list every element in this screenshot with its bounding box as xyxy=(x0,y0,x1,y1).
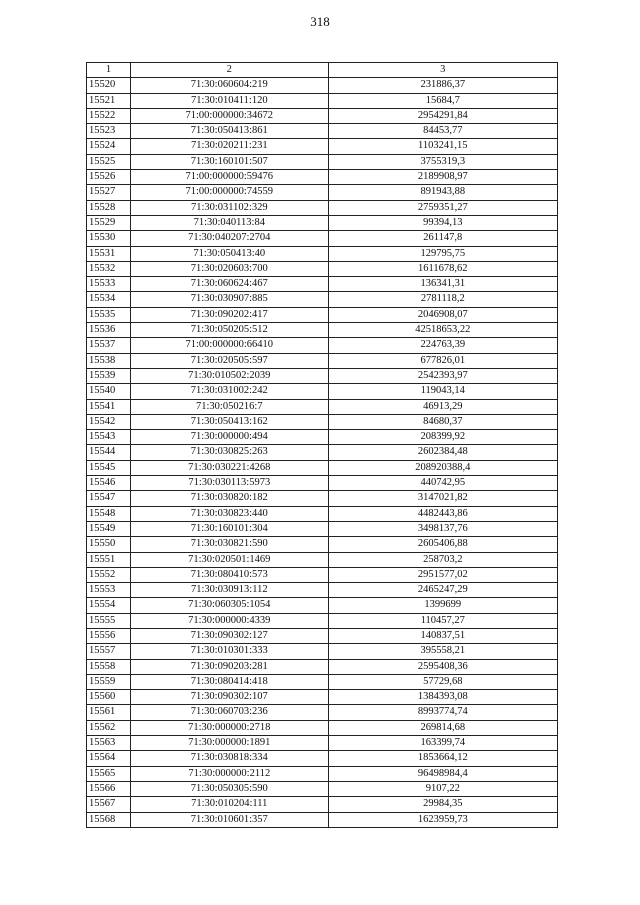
table-row xyxy=(87,445,558,460)
row-number: 15560 xyxy=(87,690,131,705)
cadastral-number: 71:00:000000:34672 xyxy=(130,108,328,123)
table-row xyxy=(87,323,558,338)
cadastral-number: 71:30:160101:304 xyxy=(130,521,328,536)
cadastral-number: 71:30:020501:1469 xyxy=(130,552,328,567)
cadastral-number: 71:30:060604:219 xyxy=(130,78,328,93)
cadastral-value: 891943,88 xyxy=(328,185,557,200)
table-row xyxy=(87,170,558,185)
cadastral-value: 2542393,97 xyxy=(328,368,557,383)
cadastral-value: 2465247,29 xyxy=(328,583,557,598)
table-row xyxy=(87,476,558,491)
table-row xyxy=(87,506,558,521)
table-row xyxy=(87,399,558,414)
row-number: 15547 xyxy=(87,491,131,506)
cadastral-number: 71:30:020505:597 xyxy=(130,353,328,368)
cadastral-value: 2951577,02 xyxy=(328,567,557,582)
table-row xyxy=(87,491,558,506)
cadastral-value: 9107,22 xyxy=(328,781,557,796)
cadastral-value: 224763,39 xyxy=(328,338,557,353)
cadastral-value: 1611678,62 xyxy=(328,261,557,276)
cadastral-number: 71:00:000000:66410 xyxy=(130,338,328,353)
cadastral-value: 2781118,2 xyxy=(328,292,557,307)
cadastral-value: 57729,68 xyxy=(328,674,557,689)
table-row xyxy=(87,521,558,536)
cadastral-number: 71:30:010601:357 xyxy=(130,812,328,827)
cadastral-value: 208399,92 xyxy=(328,430,557,445)
cadastral-value: 96498984,4 xyxy=(328,766,557,781)
table-row xyxy=(87,430,558,445)
cadastral-number: 71:30:010502:2039 xyxy=(130,368,328,383)
cadastral-number: 71:30:040207:2704 xyxy=(130,231,328,246)
row-number: 15566 xyxy=(87,781,131,796)
table-row xyxy=(87,154,558,169)
row-number: 15534 xyxy=(87,292,131,307)
cadastral-value: 231886,37 xyxy=(328,78,557,93)
cadastral-number: 71:30:030221:4268 xyxy=(130,460,328,475)
cadastral-number: 71:30:050216:7 xyxy=(130,399,328,414)
row-number: 15528 xyxy=(87,200,131,215)
cadastral-number: 71:30:030907:885 xyxy=(130,292,328,307)
row-number: 15541 xyxy=(87,399,131,414)
cadastral-number: 71:30:020211:231 xyxy=(130,139,328,154)
column-header-2: 2 xyxy=(130,63,328,78)
table-row xyxy=(87,720,558,735)
cadastral-value: 163399,74 xyxy=(328,736,557,751)
cadastral-number: 71:30:000000:1891 xyxy=(130,736,328,751)
cadastral-number: 71:30:030113:5973 xyxy=(130,476,328,491)
table-row xyxy=(87,644,558,659)
cadastral-number: 71:30:050413:162 xyxy=(130,414,328,429)
table-row xyxy=(87,751,558,766)
cadastral-number: 71:30:000000:2112 xyxy=(130,766,328,781)
table-row xyxy=(87,307,558,322)
table-header-row xyxy=(87,63,558,78)
table-row xyxy=(87,537,558,552)
table-row xyxy=(87,368,558,383)
table-row xyxy=(87,200,558,215)
row-number: 15537 xyxy=(87,338,131,353)
row-number: 15563 xyxy=(87,736,131,751)
table-row xyxy=(87,812,558,827)
cadastral-number: 71:30:050413:861 xyxy=(130,124,328,139)
table-row xyxy=(87,185,558,200)
cadastral-value: 2605406,88 xyxy=(328,537,557,552)
cadastral-value: 2046908,07 xyxy=(328,307,557,322)
cadastral-value: 3498137,76 xyxy=(328,521,557,536)
table-row xyxy=(87,384,558,399)
row-number: 15552 xyxy=(87,567,131,582)
row-number: 15567 xyxy=(87,797,131,812)
row-number: 15546 xyxy=(87,476,131,491)
cadastral-value: 2602384,48 xyxy=(328,445,557,460)
table-row xyxy=(87,261,558,276)
row-number: 15539 xyxy=(87,368,131,383)
cadastral-number: 71:30:030818:334 xyxy=(130,751,328,766)
cadastral-number: 71:30:090302:127 xyxy=(130,628,328,643)
cadastral-value: 1853664,12 xyxy=(328,751,557,766)
table-row xyxy=(87,567,558,582)
table-row xyxy=(87,552,558,567)
cadastral-value: 8993774,74 xyxy=(328,705,557,720)
cadastral-number: 71:30:040113:84 xyxy=(130,215,328,230)
cadastral-value: 2954291,84 xyxy=(328,108,557,123)
row-number: 15553 xyxy=(87,583,131,598)
table-row xyxy=(87,78,558,93)
row-number: 15559 xyxy=(87,674,131,689)
cadastral-value: 119043,14 xyxy=(328,384,557,399)
table-row xyxy=(87,659,558,674)
cadastral-number: 71:30:000000:4339 xyxy=(130,613,328,628)
table-row xyxy=(87,797,558,812)
cadastral-value: 269814,68 xyxy=(328,720,557,735)
table-row xyxy=(87,598,558,613)
cadastral-number: 71:30:060703:236 xyxy=(130,705,328,720)
table-row xyxy=(87,231,558,246)
row-number: 15524 xyxy=(87,139,131,154)
cadastral-number: 71:30:050413:40 xyxy=(130,246,328,261)
cadastral-value: 84453,77 xyxy=(328,124,557,139)
cadastral-value: 261147,8 xyxy=(328,231,557,246)
row-number: 15529 xyxy=(87,215,131,230)
row-number: 15525 xyxy=(87,154,131,169)
table-row xyxy=(87,583,558,598)
cadastral-value: 2189908,97 xyxy=(328,170,557,185)
cadastral-number: 71:30:030820:182 xyxy=(130,491,328,506)
cadastral-value: 677826,01 xyxy=(328,353,557,368)
row-number: 15520 xyxy=(87,78,131,93)
cadastral-value: 99394,13 xyxy=(328,215,557,230)
cadastral-number: 71:30:030823:440 xyxy=(130,506,328,521)
table-row xyxy=(87,460,558,475)
row-number: 15549 xyxy=(87,521,131,536)
row-number: 15548 xyxy=(87,506,131,521)
row-number: 15558 xyxy=(87,659,131,674)
table-row xyxy=(87,414,558,429)
cadastral-number: 71:30:030825:263 xyxy=(130,445,328,460)
cadastral-value: 46913,29 xyxy=(328,399,557,414)
row-number: 15535 xyxy=(87,307,131,322)
table-row xyxy=(87,353,558,368)
cadastral-number: 71:30:030821:590 xyxy=(130,537,328,552)
table-row xyxy=(87,628,558,643)
cadastral-value: 29984,35 xyxy=(328,797,557,812)
table-row xyxy=(87,215,558,230)
table-row xyxy=(87,139,558,154)
row-number: 15561 xyxy=(87,705,131,720)
cadastral-value: 2759351,27 xyxy=(328,200,557,215)
row-number: 15551 xyxy=(87,552,131,567)
cadastral-number: 71:30:090202:417 xyxy=(130,307,328,322)
cadastral-value-table xyxy=(86,62,558,828)
table-row xyxy=(87,690,558,705)
row-number: 15530 xyxy=(87,231,131,246)
row-number: 15544 xyxy=(87,445,131,460)
cadastral-number: 71:30:031002:242 xyxy=(130,384,328,399)
row-number: 15564 xyxy=(87,751,131,766)
cadastral-value: 15684,7 xyxy=(328,93,557,108)
cadastral-value: 1623959,73 xyxy=(328,812,557,827)
cadastral-number: 71:30:080410:573 xyxy=(130,567,328,582)
cadastral-number: 71:30:060624:467 xyxy=(130,277,328,292)
cadastral-number: 71:30:050305:590 xyxy=(130,781,328,796)
row-number: 15554 xyxy=(87,598,131,613)
row-number: 15568 xyxy=(87,812,131,827)
cadastral-number: 71:00:000000:74559 xyxy=(130,185,328,200)
table-row xyxy=(87,124,558,139)
cadastral-number: 71:30:020603:700 xyxy=(130,261,328,276)
row-number: 15540 xyxy=(87,384,131,399)
row-number: 15533 xyxy=(87,277,131,292)
table-row xyxy=(87,781,558,796)
cadastral-value: 1384393,08 xyxy=(328,690,557,705)
row-number: 15550 xyxy=(87,537,131,552)
cadastral-number: 71:30:090203:281 xyxy=(130,659,328,674)
cadastral-number: 71:30:160101:507 xyxy=(130,154,328,169)
cadastral-value: 84680,37 xyxy=(328,414,557,429)
cadastral-number: 71:30:060305:1054 xyxy=(130,598,328,613)
cadastral-value: 1399699 xyxy=(328,598,557,613)
column-header-1: 1 xyxy=(87,63,131,78)
table-row xyxy=(87,338,558,353)
table-row xyxy=(87,674,558,689)
row-number: 15521 xyxy=(87,93,131,108)
cadastral-number: 71:30:050205:512 xyxy=(130,323,328,338)
cadastral-value: 110457,27 xyxy=(328,613,557,628)
row-number: 15555 xyxy=(87,613,131,628)
cadastral-number: 71:30:000000:494 xyxy=(130,430,328,445)
table-body xyxy=(87,78,558,828)
cadastral-value: 1103241,15 xyxy=(328,139,557,154)
cadastral-value: 440742,95 xyxy=(328,476,557,491)
row-number: 15562 xyxy=(87,720,131,735)
row-number: 15523 xyxy=(87,124,131,139)
page-number: 318 xyxy=(310,14,330,29)
cadastral-number: 71:30:010411:120 xyxy=(130,93,328,108)
row-number: 15532 xyxy=(87,261,131,276)
cadastral-value: 2595408,36 xyxy=(328,659,557,674)
cadastral-number: 71:30:031102:329 xyxy=(130,200,328,215)
column-header-3: 3 xyxy=(328,63,557,78)
row-number: 15565 xyxy=(87,766,131,781)
cadastral-value: 208920388,4 xyxy=(328,460,557,475)
row-number: 15545 xyxy=(87,460,131,475)
cadastral-value: 42518653,22 xyxy=(328,323,557,338)
cadastral-value: 4482443,86 xyxy=(328,506,557,521)
table-row xyxy=(87,736,558,751)
row-number: 15543 xyxy=(87,430,131,445)
table-row xyxy=(87,108,558,123)
row-number: 15526 xyxy=(87,170,131,185)
cadastral-value: 136341,31 xyxy=(328,277,557,292)
cadastral-number: 71:30:010204:111 xyxy=(130,797,328,812)
cadastral-value: 3755319,3 xyxy=(328,154,557,169)
cadastral-value: 129795,75 xyxy=(328,246,557,261)
cadastral-value: 3147021,82 xyxy=(328,491,557,506)
cadastral-number: 71:30:030913:112 xyxy=(130,583,328,598)
cadastral-value: 395558,21 xyxy=(328,644,557,659)
row-number: 15527 xyxy=(87,185,131,200)
table-row xyxy=(87,766,558,781)
table-row xyxy=(87,277,558,292)
cadastral-number: 71:00:000000:59476 xyxy=(130,170,328,185)
row-number: 15522 xyxy=(87,108,131,123)
table-row xyxy=(87,613,558,628)
cadastral-number: 71:30:000000:2718 xyxy=(130,720,328,735)
cadastral-number: 71:30:080414:418 xyxy=(130,674,328,689)
table-row xyxy=(87,705,558,720)
row-number: 15536 xyxy=(87,323,131,338)
cadastral-number: 71:30:010301:333 xyxy=(130,644,328,659)
table-row xyxy=(87,93,558,108)
cadastral-value: 258703,2 xyxy=(328,552,557,567)
row-number: 15542 xyxy=(87,414,131,429)
cadastral-value: 140837,51 xyxy=(328,628,557,643)
row-number: 15556 xyxy=(87,628,131,643)
row-number: 15538 xyxy=(87,353,131,368)
table-row xyxy=(87,246,558,261)
table-row xyxy=(87,292,558,307)
cadastral-number: 71:30:090302:107 xyxy=(130,690,328,705)
row-number: 15557 xyxy=(87,644,131,659)
row-number: 15531 xyxy=(87,246,131,261)
